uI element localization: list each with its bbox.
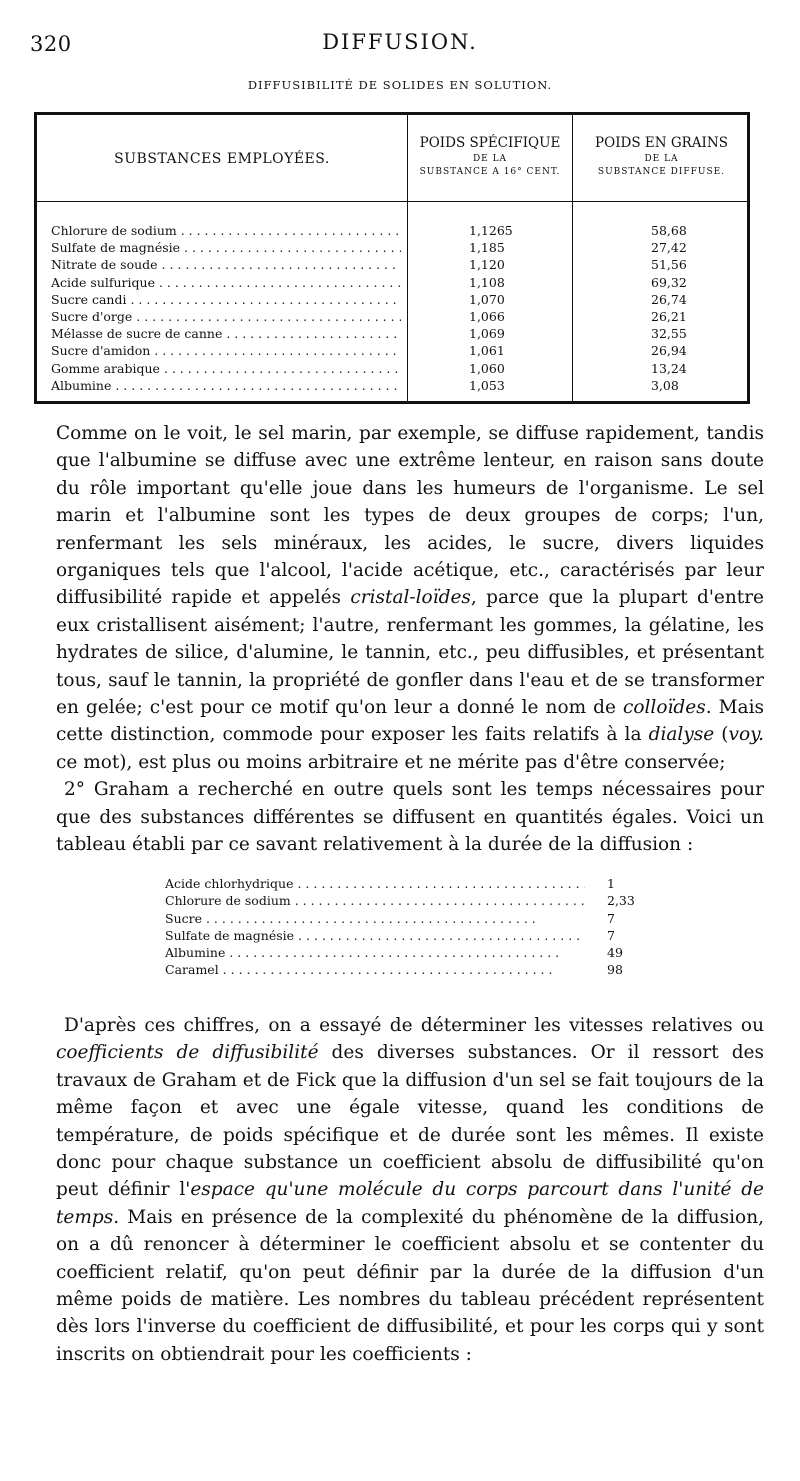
time-value: 98 xyxy=(607,962,623,978)
paragraph: 2° Graham a recherché en outre quels sont les temps nécessaires pour que des substances différentes se diffusent en quantités égales. Voici un tableau établi par ce savant relativement à la durée de la diffusion : xyxy=(56,779,764,856)
table-header-separator xyxy=(37,201,747,202)
poids-specifique-value: 1,108 xyxy=(469,274,505,290)
table-row xyxy=(51,292,751,309)
diffusibility-table xyxy=(34,112,750,404)
poids-grains-value: 26,21 xyxy=(651,308,687,324)
column-header-line: SUBSTANCE DIFFUSE. xyxy=(597,167,726,177)
substance-name: Chlorure de sodium . . . xyxy=(165,893,585,908)
text-run: ( xyxy=(714,724,729,746)
paragraph xyxy=(56,420,764,776)
poids-specifique-value: 1,066 xyxy=(469,308,505,324)
diffusion-time-table xyxy=(165,876,685,980)
text-run: . Mais en présence de la complexité du phénomène de la diffusion, on a dû renoncer à déterminer le coefficient absolu et se contenter du coefficient relatif, qu'on peut définir par la durée de la diffusion d'un même poids de matière. Les nombres du tableau précédent représentent dès lors l'inverse du coefficient de diffusibilité, et pour les corps qui y sont inscrits on obtiendrait pour les coefficients : xyxy=(56,1206,764,1365)
text-run: , parce que la plupart d'entre eux cristallisent aisément; l'autre, renfermant les gommes, la gélatine, les hydrates de silice, d'alumine, le tannin, etc., peu diffusibles, et présentant tous, sauf le tannin, la propriété de gonfler dans l'eau et de se transformer en gelée; c'est pour ce motif qu'on leur a donné le nom de xyxy=(56,587,764,719)
poids-grains-value: 69,32 xyxy=(651,274,687,290)
table-row xyxy=(165,893,685,910)
table-row xyxy=(51,361,751,378)
substance-name: Sulfate de magnésie . . . xyxy=(51,240,401,255)
column-header-line: DE LA xyxy=(644,154,679,164)
substance-name: Caramel . . . xyxy=(165,962,585,977)
substance-name: Gomme arabique . . . xyxy=(51,361,401,376)
substance-name: Sulfate de magnésie . . . xyxy=(165,928,585,943)
substance-name: Sucre candi . . . xyxy=(51,292,401,307)
table-row xyxy=(51,240,751,257)
table-row xyxy=(51,275,751,292)
column-header-line: POIDS EN GRAINS xyxy=(595,135,728,151)
running-head: DIFFUSION. xyxy=(322,30,478,54)
substance-name: Sucre . . . xyxy=(165,911,585,926)
time-value: 7 xyxy=(607,910,615,926)
poids-grains-value: 26,74 xyxy=(651,291,687,307)
substance-name: Mélasse de sucre de canne . . . xyxy=(51,326,401,341)
poids-grains-value: 3,08 xyxy=(651,377,679,393)
poids-specifique-value: 1,053 xyxy=(469,377,505,393)
table-row xyxy=(51,257,751,274)
body-text-bottom xyxy=(56,1012,764,1368)
italic-term: colloïdes xyxy=(623,697,706,719)
column-header-line: DE LA xyxy=(472,154,508,164)
column-header-substances: SUBSTANCES EMPLOYÉES. xyxy=(114,151,330,167)
table-title: DIFFUSIBILITÉ DE SOLIDES EN SOLUTION. xyxy=(247,78,553,92)
poids-specifique-value: 1,120 xyxy=(469,257,505,273)
poids-specifique-value: 1,061 xyxy=(469,343,505,359)
text-run: D'après ces chiffres, on a essayé de déterminer les vitesses relatives ou xyxy=(64,1015,764,1036)
table-row xyxy=(51,326,751,343)
table-row xyxy=(165,911,685,928)
poids-grains-value: 32,55 xyxy=(651,326,687,342)
poids-specifique-value: 1,069 xyxy=(469,326,505,342)
table-row xyxy=(51,223,751,240)
table-body xyxy=(51,223,751,395)
poids-specifique-value: 1,070 xyxy=(469,291,505,307)
time-value: 2,33 xyxy=(607,893,635,909)
poids-specifique-value: 1,1265 xyxy=(469,223,513,238)
table-row xyxy=(165,945,685,962)
page-number: 320 xyxy=(30,32,72,56)
time-value: 7 xyxy=(607,927,615,943)
italic-term: voy. xyxy=(728,724,764,746)
text-run: Comme on le voit, le sel marin, par exemple, se diffuse rapidement, tandis que l'albumine se diffuse avec une extrême lenteur, en raison sans doute du rôle important qu'elle joue dans les humeurs de l'organisme. Le sel marin et l'albumine sont les types de deux groupes de corps; l'un, renfermant les sels minéraux, les acides, le sucre, divers liquides organiques tels que l'alcool, l'acide acétique, etc., caractérisés par leur diffusibilité rapide et appelés xyxy=(56,423,764,609)
paragraph xyxy=(56,1012,764,1368)
substance-name: Albumine . . . xyxy=(165,945,585,960)
italic-term: espace qu'une molécule du corps parcourt dans l'unité de temps xyxy=(56,1179,764,1228)
substance-name: Acide sulfurique . . . xyxy=(51,275,401,290)
text-run: des diverses substances. Or il ressort des travaux de Graham et de Fick que la diffusion d'un sel se fait toujours de la même façon et avec une égale vitesse, quand les conditions de température, de poids spécifique et de durée sont les mêmes. Il existe donc pour chaque substance un coefficient absolu de diffusibilité qu'on peut définir l' xyxy=(56,1042,764,1201)
poids-grains-value: 27,42 xyxy=(651,240,687,256)
italic-term: dialyse xyxy=(648,724,715,746)
body-text-top xyxy=(56,420,764,859)
text-run: ce mot), est plus ou moins arbitraire et ne mérite pas d'être conservée; xyxy=(56,751,726,773)
column-header-poids-grains xyxy=(573,135,750,177)
column-header-line: SUBSTANCE A 16° CENT. xyxy=(419,167,561,177)
table-row xyxy=(51,309,751,326)
time-value: 1 xyxy=(607,876,615,891)
table-row xyxy=(51,378,751,395)
italic-term: cristal-loïdes xyxy=(350,587,471,609)
substance-name: Sucre d'amidon . . . xyxy=(51,343,401,358)
poids-specifique-value: 1,060 xyxy=(469,360,505,376)
table-row xyxy=(165,928,685,945)
table-row xyxy=(165,876,685,893)
substance-name: Nitrate de soude . . . xyxy=(51,257,401,272)
substance-name: Albumine . . . xyxy=(51,378,401,393)
table-row xyxy=(165,962,685,979)
text-run: . Mais cette distinction, commode pour exposer les faits relatifs à la xyxy=(56,697,764,746)
poids-grains-value: 13,24 xyxy=(651,360,687,376)
table-row xyxy=(51,343,751,360)
poids-grains-value: 51,56 xyxy=(651,257,687,273)
time-value: 49 xyxy=(607,945,623,961)
italic-term: coefficients de diffusibilité xyxy=(56,1042,319,1064)
poids-grains-value: 58,68 xyxy=(651,223,687,238)
poids-specifique-value: 1,185 xyxy=(469,240,505,256)
column-header-poids-specifique xyxy=(408,135,572,177)
substance-name: Acide chlorhydrique . . . xyxy=(165,876,585,891)
substance-name: Chlorure de sodium . . . xyxy=(51,223,401,238)
column-header-line: POIDS SPÉCIFIQUE xyxy=(419,135,561,151)
poids-grains-value: 26,94 xyxy=(651,343,687,359)
substance-name: Sucre d'orge . . . xyxy=(51,309,401,324)
